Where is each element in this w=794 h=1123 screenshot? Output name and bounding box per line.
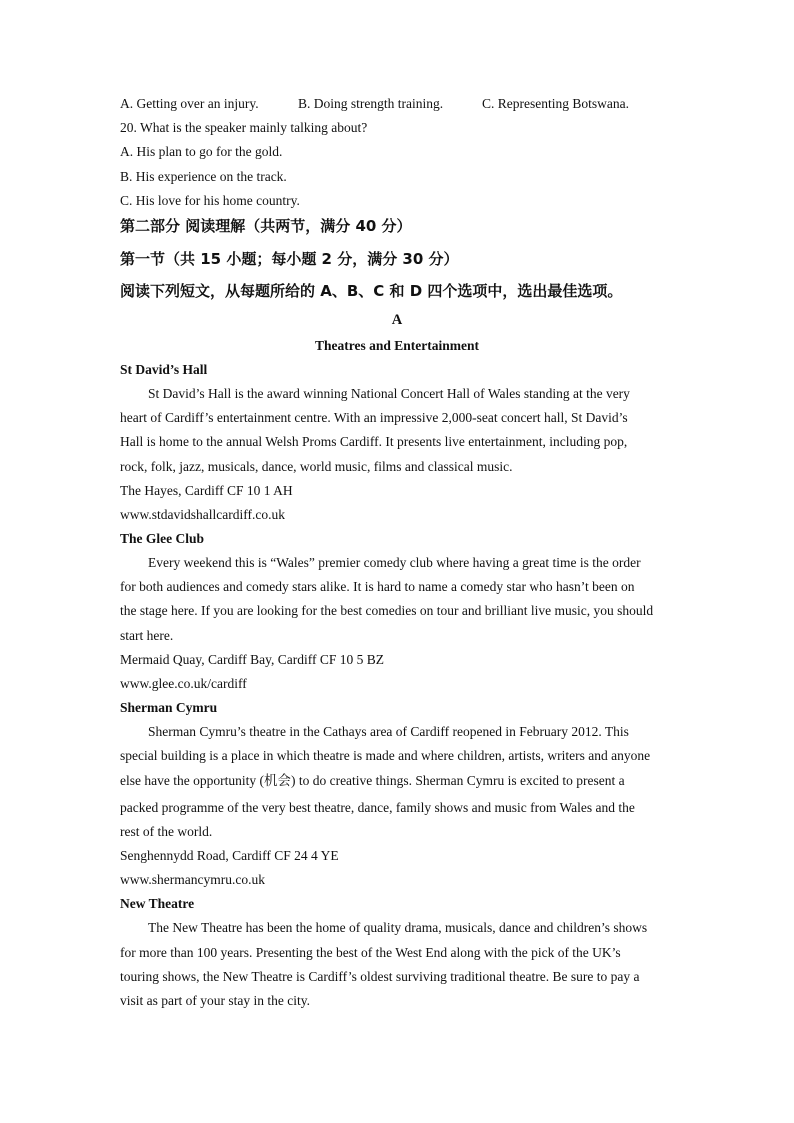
venue-text-line: Sherman Cymru’s theatre in the Cathays area of Cardiff reopened in February 2012. This (148, 724, 629, 739)
venue-address: Mermaid Quay, Cardiff Bay, Cardiff CF 10 5 BZ (120, 652, 384, 667)
venue-url: www.shermancymru.co.uk (120, 872, 265, 887)
venue-text-line: rest of the world. (120, 824, 213, 839)
venue-name: New Theatre (120, 896, 195, 911)
venue-text-line: Hall is home to the annual Welsh Proms Cardiff. It presents live entertainment, including pop, (120, 434, 628, 449)
passage-title: Theatres and Entertainment (315, 338, 479, 353)
q20-option-b: B. His experience on the track. (120, 169, 287, 184)
passage-letter: A (391, 312, 403, 328)
q20-option-a: A. His plan to go for the gold. (120, 144, 283, 159)
venue-text-line: Every weekend this is “Wales” premier comedy club where having a great time is the order (148, 555, 641, 570)
venue-name: Sherman Cymru (120, 700, 218, 715)
venue-name: St David’s Hall (120, 362, 208, 377)
venue-text-line: The New Theatre has been the home of quality drama, musicals, dance and children’s shows (148, 920, 648, 935)
venue-url: www.stdavidshallcardiff.co.uk (120, 507, 285, 522)
part-heading: 第二部分 阅读理解（共两节，满分 40 分） (120, 217, 412, 235)
venue-text-line: else have the opportunity (机会) to do creative things. Sherman Cymru is excited to present a (120, 773, 625, 788)
venue-address: The Hayes, Cardiff CF 10 1 AH (120, 483, 293, 498)
venue-text-line: start here. (120, 628, 174, 643)
venue-text-line: St David’s Hall is the award winning National Concert Hall of Wales standing at the very (148, 386, 630, 401)
venue-text-line: visit as part of your stay in the city. (120, 993, 310, 1008)
instruction: 阅读下列短文，从每题所给的 A、B、C 和 D 四个选项中，选出最佳选项。 (120, 282, 623, 300)
q19-option-b: B. Doing strength training. (298, 96, 444, 111)
venue-text-line: touring shows, the New Theatre is Cardiff’s oldest surviving traditional theatre. Be sure to pay a (120, 969, 640, 984)
venue-name: The Glee Club (120, 531, 205, 546)
venue-text-line: the stage here. If you are looking for the best comedies on tour and brilliant live music, you should (120, 603, 654, 618)
q20-stem: 20. What is the speaker mainly talking about? (120, 120, 368, 135)
venue-url: www.glee.co.uk/cardiff (120, 676, 247, 691)
venue-text-line: rock, folk, jazz, musicals, dance, world music, films and classical music. (120, 459, 513, 474)
q20-option-c: C. His love for his home country. (120, 193, 300, 208)
section-heading: 第一节（共 15 小题；每小题 2 分，满分 30 分） (120, 250, 459, 268)
venue-address: Senghennydd Road, Cardiff CF 24 4 YE (120, 848, 339, 863)
q19-option-c: C. Representing Botswana. (482, 96, 629, 111)
q19-option-a: A. Getting over an injury. (120, 96, 259, 111)
venue-text-line: for both audiences and comedy stars alike. It is hard to name a comedy star who hasn’t been on (120, 579, 635, 594)
venue-text-line: special building is a place in which theatre is made and where children, artists, writers and anyone (120, 748, 651, 763)
venue-text-line: for more than 100 years. Presenting the best of the West End along with the pick of the UK’s (120, 945, 621, 960)
venue-text-line: packed programme of the very best theatre, dance, family shows and music from Wales and the (120, 800, 635, 815)
venue-text-line: heart of Cardiff’s entertainment centre. With an impressive 2,000-seat concert hall, St David’s (120, 410, 628, 425)
